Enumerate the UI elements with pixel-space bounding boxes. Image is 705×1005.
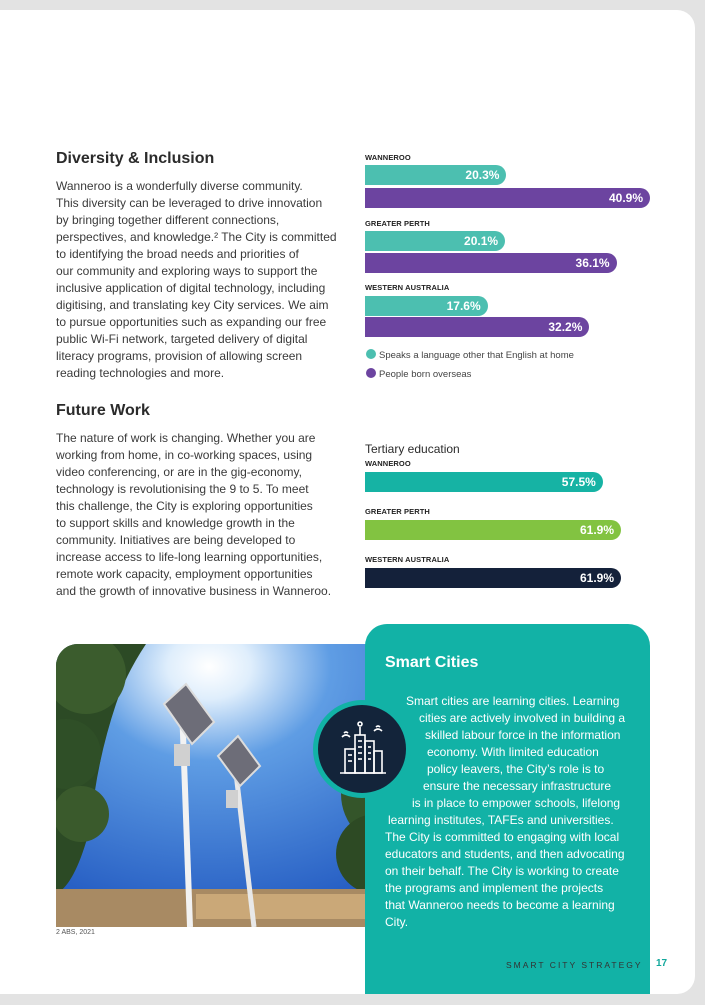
diversity-line: to identifying the broad needs and priorities of: [56, 247, 299, 261]
chart1-bar-overseas-wanneroo: 40.9%: [365, 188, 650, 208]
diversity-line: perspectives, and knowledge.² The City is committed: [56, 230, 337, 244]
diversity-line: This diversity can be leveraged to drive innovation: [56, 196, 323, 210]
legend-swatch: [366, 368, 376, 378]
diversity-line: inclusive application of digital technology, including: [56, 281, 326, 295]
smart-cities-line: City.: [385, 915, 409, 929]
chart1-bar-overseas-greater-perth: 36.1%: [365, 253, 617, 273]
future-work-line: remote work capacity, employment opportunities: [56, 567, 313, 581]
future-work-line: video conferencing, or are in the gig-economy,: [56, 465, 302, 479]
document-page: [0, 10, 695, 994]
future-work-line: working from home, in co-working spaces, using: [56, 448, 313, 462]
future-work-title: Future Work: [56, 402, 150, 419]
legend-label: Speaks a language other that English at home: [379, 350, 574, 361]
smart-cities-line: economy. With limited education: [427, 745, 599, 759]
diversity-line: literacy programs, provision of allowing screen: [56, 349, 303, 363]
future-work-line: community. Initiatives are being developed to: [56, 533, 296, 547]
chart1-legend-language: [366, 349, 574, 361]
chart1-category-label: WESTERN AUSTRALIA: [365, 283, 450, 292]
chart2-bar-wanneroo: 57.5%: [365, 472, 603, 492]
future-work-line: and the growth of innovative business in Wanneroo.: [56, 584, 332, 598]
chart2-category-label: GREATER PERTH: [365, 507, 430, 516]
footnote: 2 ABS, 2021: [56, 929, 95, 936]
smart-cities-line: Smart cities are learning cities. Learning: [406, 694, 620, 708]
tertiary-chart-title: Tertiary education: [365, 442, 460, 456]
chart1-category-label: GREATER PERTH: [365, 219, 430, 228]
chart1-bar-language-wanneroo: 20.3%: [365, 165, 506, 185]
diversity-line: by bringing together different connections,: [56, 213, 280, 227]
chart2-bar-greater-perth: 61.9%: [365, 520, 621, 540]
smart-cities-line: on their behalf. The City is working to create: [385, 864, 619, 878]
diversity-line: reading technologies and more.: [56, 366, 225, 380]
diversity-line: Wanneroo is a wonderfully diverse community.: [56, 179, 303, 193]
legend-label: People born overseas: [379, 369, 472, 380]
diversity-paragraph: [56, 178, 356, 382]
chart1-bar-language-western-australia: 17.6%: [365, 296, 488, 316]
chart2-category-label: WESTERN AUSTRALIA: [365, 555, 450, 564]
future-work-line: to support skills and knowledge growth in the: [56, 516, 295, 530]
future-work-line: increase access to life-long learning opportunities,: [56, 550, 323, 564]
future-work-line: The nature of work is changing. Whether you are: [56, 431, 316, 445]
diversity-line: digitising, and translating key City services. We aim: [56, 298, 329, 312]
page-number: 17: [656, 958, 668, 969]
smart-cities-line: The City is committed to engaging with local: [385, 830, 620, 844]
legend-swatch: [366, 349, 376, 359]
smart-cities-line: educators and students, and then advocating: [385, 847, 625, 861]
chart1-bar-overseas-western-australia: 32.2%: [365, 317, 589, 337]
chart2-bar-western-australia: 61.9%: [365, 568, 621, 588]
diversity-line: our community and exploring ways to support the: [56, 264, 318, 278]
chart1-bar-language-greater-perth: 20.1%: [365, 231, 505, 251]
diversity-line: public Wi-Fi network, targeted delivery of digital: [56, 332, 308, 346]
smart-cities-line: cities are actively involved in building a: [419, 711, 626, 725]
future-work-paragraph: [56, 430, 356, 600]
smart-cities-line: that Wanneroo needs to become a learning: [385, 898, 615, 912]
diversity-title: Diversity & Inclusion: [56, 150, 215, 167]
smart-city-buildings-icon: [318, 705, 406, 793]
future-work-line: technology is revolutionising the 9 to 5. To meet: [56, 482, 309, 496]
chart2-category-label: WANNEROO: [365, 459, 411, 468]
smart-cities-title: Smart Cities: [385, 654, 479, 671]
chart1-legend-overseas: [366, 368, 471, 380]
smart-cities-line: ensure the necessary infrastructure: [423, 779, 612, 793]
chart1-category-label: WANNEROO: [365, 153, 411, 162]
future-work-line: this challenge, the City is exploring opportunities: [56, 499, 313, 513]
smart-cities-line: skilled labour force in the information: [425, 728, 621, 742]
smart-cities-line: policy leavers, the City’s role is to: [427, 762, 605, 776]
footer-document-title: SMART CITY STRATEGY: [506, 960, 643, 970]
diversity-line: to pursue opportunities such as expanding our free: [56, 315, 327, 329]
smart-cities-line: the programs and implement the projects: [385, 881, 604, 895]
smart-cities-line: learning institutes, TAFEs and universities.: [388, 813, 614, 827]
smart-cities-line: is in place to empower schools, lifelong: [412, 796, 621, 810]
smart-cities-card: [365, 624, 650, 994]
